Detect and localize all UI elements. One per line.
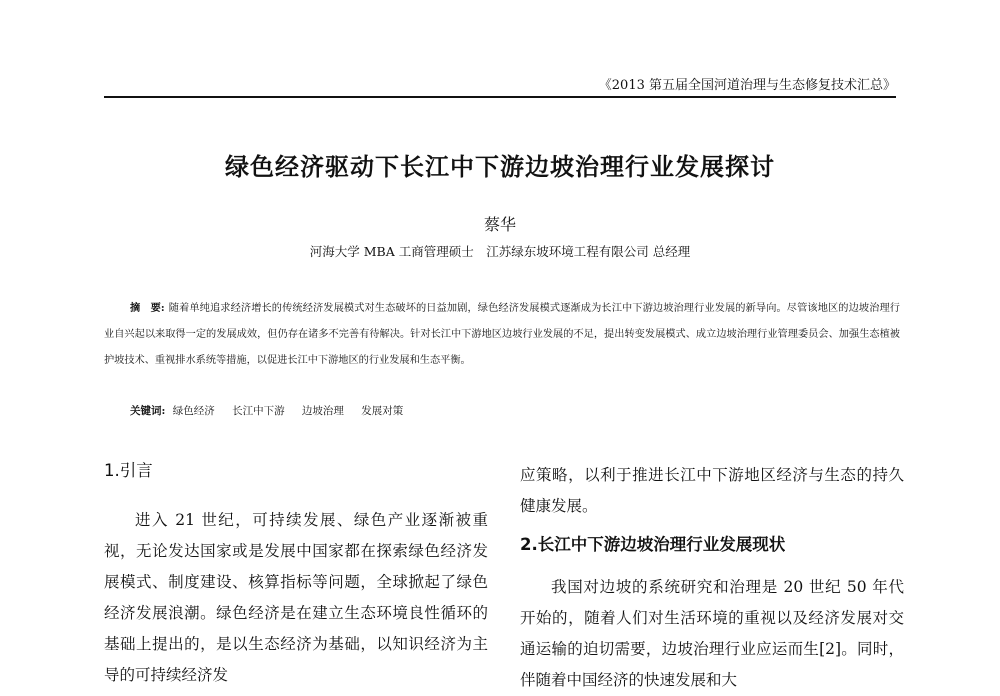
author-name: 蔡华: [483, 215, 516, 234]
body-paragraph: 我国对边坡的系统研究和治理是 20 世纪 50 年代开始的，随着人们对生活环境的重视以及经济发展对交通运输的迫切需要，边坡治理行业应运而生[2]。同时，伴随着中国经济的快速发展和大: [520, 578, 904, 689]
running-header: 《2013 第五届全国河道治理与生态修复技术汇总》: [598, 78, 896, 93]
keyword: 边坡治理: [301, 405, 344, 417]
section-heading-introduction: 1.引言: [104, 461, 153, 480]
keyword: 绿色经济: [172, 405, 215, 417]
keyword: 发展对策: [361, 405, 404, 417]
body-paragraph: 进入 21 世纪，可持续发展、绿色产业逐渐被重视，无论发达国家或是发展中国家都在探索绿色经济发展模式、制度建设、核算指标等问题，全球掀起了绿色经济发展浪潮。绿色经济是在建立生态环境良性循环的基础上提出的，是以生态经济为基础，以知识经济为主导的可持续经济发: [104, 511, 488, 684]
abstract: [104, 295, 900, 374]
abstract-label: 摘 要:: [130, 302, 165, 314]
keywords: [130, 401, 830, 421]
section-heading-status: 2.长江中下游边坡治理行业发展现状: [520, 535, 786, 554]
body-paragraph-continuation: 应策略，以利于推进长江中下游地区经济与生态的持久健康发展。: [520, 466, 904, 515]
author-affiliation: 河海大学 MBA 工商管理硕士 江苏绿东坡环境工程有限公司 总经理: [309, 244, 691, 259]
body-column-right: [520, 460, 904, 696]
header-rule: [104, 96, 896, 98]
keyword: 长江中下游: [232, 405, 285, 417]
keywords-label: 关键词:: [130, 405, 166, 417]
body-column-left: [104, 456, 488, 691]
abstract-text: 随着单纯追求经济增长的传统经济发展模式对生态破坏的日益加剧，绿色经济发展模式逐渐成为长江中下游边坡治理行业发展的新导向。尽管该地区的边坡治理行业自兴起以来取得一定的发展成效，但仍存在诸多不完善有待解决。针对长江中下游地区边坡行业发展的不足，提出转变发展模式、成立边坡治理行业管理委员会、加强生态植被护坡技术、重视排水系统等措施，以促进长江中下游地区的行业发展和生态平衡。: [104, 303, 900, 366]
paper-title: 绿色经济驱动下长江中下游边坡治理行业发展探讨: [225, 152, 775, 181]
